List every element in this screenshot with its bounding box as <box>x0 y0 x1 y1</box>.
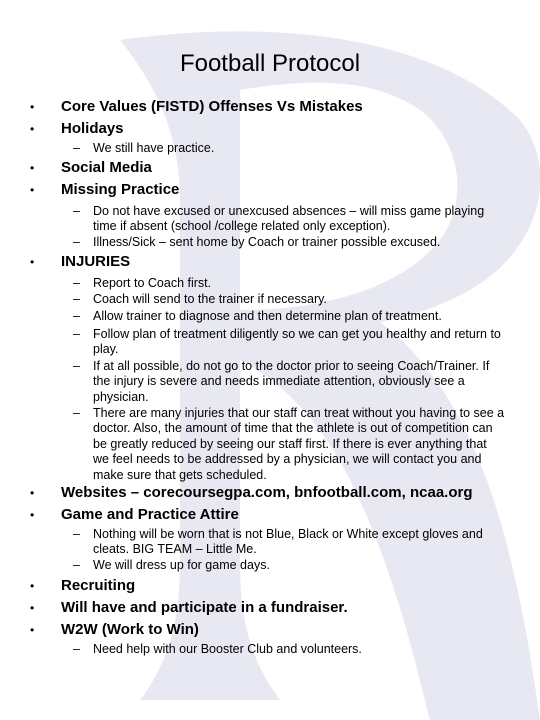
bullet-marker: • <box>30 161 35 175</box>
dash-marker: – <box>73 406 80 420</box>
sub-bullet-text: If at all possible, do not go to the doctor prior to seeing Coach/Trainer. If the injury is severe and needs immediate attention, obviously see a physician. <box>93 359 490 404</box>
bullet-marker: • <box>30 601 35 615</box>
dash-marker: – <box>73 292 80 306</box>
sub-bullet-text: Allow trainer to diagnose and then determine plan of treatment. <box>93 309 442 323</box>
bullet-marker: • <box>30 486 35 500</box>
bullet-marker: • <box>30 122 35 136</box>
sub-bullet-text: We will dress up for game days. <box>93 558 270 572</box>
sub-bullet-text: Do not have excused or unexcused absences – will miss game playing time if absent (school /college related only exception). <box>93 204 485 234</box>
sub-bullet-text: Report to Coach first. <box>93 276 212 290</box>
sub-bullet-text: Need help with our Booster Club and volunteers. <box>93 642 362 656</box>
dash-marker: – <box>73 141 80 155</box>
dash-marker: – <box>73 235 80 249</box>
bullet-text: W2W (Work to Win) <box>61 621 199 638</box>
dash-marker: – <box>73 327 80 341</box>
bullet-text: Game and Practice Attire <box>61 506 239 523</box>
sub-bullet-text: Nothing will be worn that is not Blue, Black or White except gloves and cleats. BIG TEAM – Little Me. <box>93 527 483 557</box>
bullet-text: Holidays <box>61 120 124 137</box>
bullet-text: INJURIES <box>61 253 131 270</box>
bullet-text: Recruiting <box>61 577 136 594</box>
bullet-marker: • <box>30 100 35 114</box>
bullet-text: Will have and participate in a fundraiser. <box>61 599 348 616</box>
sub-bullet-text: We still have practice. <box>93 141 215 155</box>
bullet-text: Core Values (FISTD) Offenses Vs Mistakes <box>61 98 363 115</box>
dash-marker: – <box>73 527 80 541</box>
dash-marker: – <box>73 359 80 373</box>
bullet-text: Missing Practice <box>61 181 180 198</box>
page-title: Football Protocol <box>179 50 361 77</box>
dash-marker: – <box>73 642 80 656</box>
sub-bullet-text: Coach will send to the trainer if necessary. <box>93 292 327 306</box>
dash-marker: – <box>73 276 80 290</box>
sub-bullet-text: Illness/Sick – sent home by Coach or trainer possible excused. <box>93 235 441 249</box>
sub-bullet-text: Follow plan of treatment diligently so we can get you healthy and return to play. <box>93 327 501 357</box>
sub-bullet-text: There are many injuries that our staff can treat without you having to see a doctor. Also, the amount of time that the athlete is out of competition can be greatly reduced by seeing our staff first. If there is ever anything that we feel needs to be addressed by a physician, we will contact you and make sure that gets scheduled. <box>93 406 505 482</box>
dash-marker: – <box>73 558 80 572</box>
bullet-marker: • <box>30 623 35 637</box>
bullet-marker: • <box>30 183 35 197</box>
dash-marker: – <box>73 204 80 218</box>
bullet-marker: • <box>30 508 35 522</box>
bullet-text: Social Media <box>61 159 152 176</box>
dash-marker: – <box>73 309 80 323</box>
bullet-text: Websites – corecoursegpa.com, bnfootball.com, ncaa.org <box>61 484 473 501</box>
bullet-marker: • <box>30 579 35 593</box>
bullet-marker: • <box>30 255 35 269</box>
